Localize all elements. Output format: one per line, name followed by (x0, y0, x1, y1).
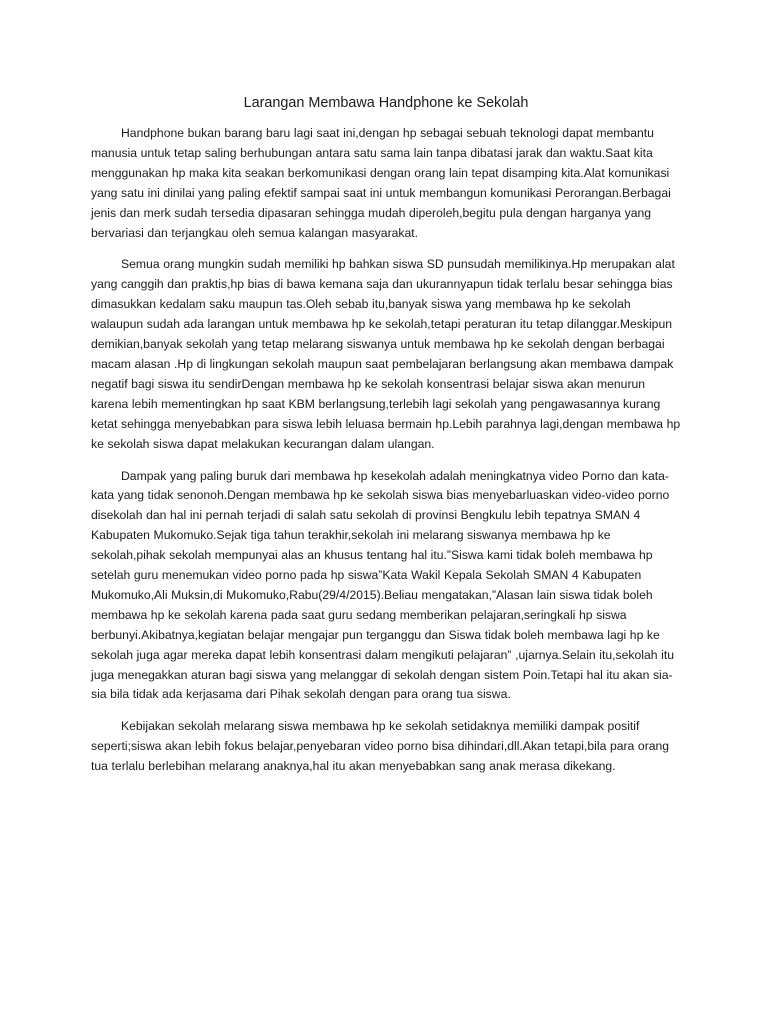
paragraph-2: Semua orang mungkin sudah memiliki hp bahkan siswa SD punsudah memilikinya.Hp merupakan alat yang canggih dan praktis,hp bias di bawa kemana saja dan ukurannyapun tidak terlalu besar sehingga bias dimasukkan kedalam saku maupun tas.Oleh sebab itu,banyak siswa yang membawa hp ke sekolah walaupun sudah ada larangan untuk membawa hp ke sekolah,tetapi peraturan itu tetap dilanggar.Meskipun demikian,banyak sekolah yang tetap melarang siswanya untuk membawa hp ke sekolah dengan berbagai macam alasan .Hp di lingkungan sekolah maupun saat pembelajaran berlangsung akan membawa dampak negatif bagi siswa itu sendirDengan membawa hp ke sekolah konsentrasi belajar siswa akan menurun karena lebih mementingkan hp saat KBM berlangsung,terlebih lagi sekolah yang pengawasannya kurang ketat sehingga menyebabkan para siswa lebih leluasa bermain hp.Lebih parahnya lagi,dengan membawa hp ke sekolah siswa dapat melakukan kecurangan dalam ulangan. (91, 257, 681, 451)
document-body (91, 92, 681, 789)
document-title: Larangan Membawa Handphone ke Sekolah (243, 95, 529, 111)
paragraph-1: Handphone bukan barang baru lagi saat ini,dengan hp sebagai sebuah teknologi dapat membantu manusia untuk tetap saling berhubungan antara satu sama lain tanpa dibatasi jarak dan waktu.Saat kita menggunakan hp maka kita seakan berkomunikasi dengan orang lain tepat disamping kita.Alat komunikasi yang satu ini dinilai yang paling efektif sampai saat ini untuk membangun komunikasi Perorangan.Berbagai jenis dan merk sudah tersedia dipasaran sehingga mudah diperoleh,begitu pula dengan harganya yang bervariasi dan terjangkau oleh semua kalangan masyarakat. (91, 126, 671, 240)
paragraph-3: Dampak yang paling buruk dari membawa hp kesekolah adalah meningkatnya video Porno dan kata-kata yang tidak senonoh.Dengan membawa hp ke sekolah siswa bias menyebarluaskan video-video porno disekolah dan hal ini pernah terjadi di salah satu sekolah di provinsi Bengkulu lebih tepatnya SMAN 4 Kabupaten Mukomuko.Sejak tiga tahun terakhir,sekolah ini melarang siswanya membawa hp ke sekolah,pihak sekolah mempunyai alas an khusus tentang hal itu.”Siswa kami tidak boleh membawa hp setelah guru menemukan video porno pada hp siswa”Kata Wakil Kepala Sekolah SMAN 4 Kabupaten Mukomuko,Ali Muksin,di Mukomuko,Rabu(29/4/2015).Beliau mengatakan,”Alasan lain siswa tidak boleh membawa hp ke sekolah karena pada saat guru sedang memberikan pelajaran,seringkali hp siswa berbunyi.Akibatnya,kegiatan belajar mengajar pun terganggu dan Siswa tidak boleh membawa lagi hp ke sekolah juga agar mereka dapat lebih konsentrasi dalam mengikuti pelajaran” ,ujarnya.Selain itu,sekolah itu juga menegakkan aturan bagi siswa yang melanggar di sekolah dengan sistem Poin.Tetapi hal itu akan sia-sia bila tidak ada kerjasama dari Pihak sekolah dengan para orang tua siswa. (91, 468, 675, 702)
paragraph-4: Kebijakan sekolah melarang siswa membawa hp ke sekolah setidaknya memiliki dampak positif seperti;siswa akan lebih fokus belajar,penyebaran video porno bisa dihindari,dll.Akan tetapi,bila para orang tua terlalu berlebihan melarang anaknya,hal itu akan menyebabkan sang anak merasa dikekang. (91, 719, 670, 774)
